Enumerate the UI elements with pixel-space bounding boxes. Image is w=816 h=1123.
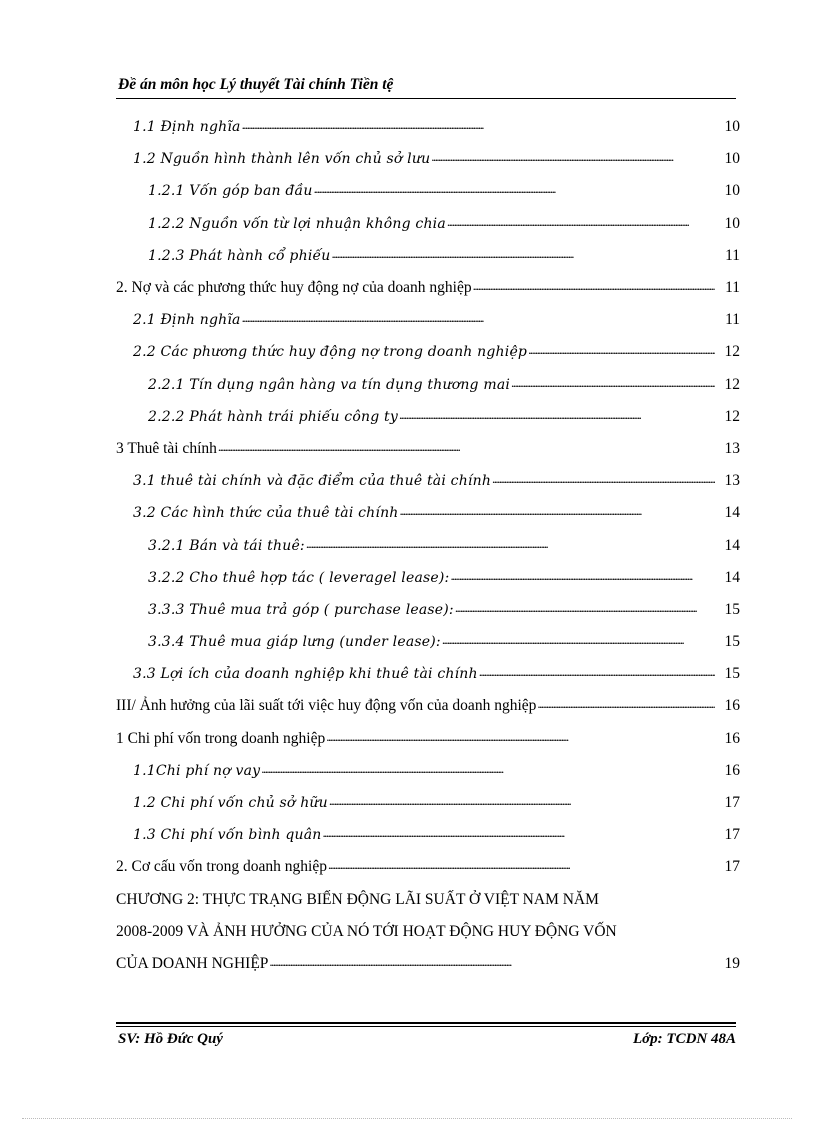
leader-dots [473,279,715,297]
toc-entry[interactable]: 3.2 Các hình thức của thuê tài chính . . . 14 [116,497,740,529]
toc-entry[interactable]: 1.3 Chi phí vốn bình quân . . . 17 [116,819,740,851]
toc-entry[interactable]: 2.2 Các phương thức huy động nợ trong doanh nghiệp . . . 12 [116,336,740,368]
toc-entry[interactable]: 2. Cơ cấu vốn trong doanh nghiệp . . . 17 [116,851,740,883]
leader-dots [322,826,715,844]
leader-dots [399,408,715,426]
toc-entry[interactable]: 1.2 Chi phí vốn chủ sở hữu . . . 17 [116,787,740,819]
toc-entry[interactable]: 3.1 thuê tài chính và đặc điểm của thuê tài chính . . . 13 [116,465,740,497]
leader-dots [261,762,715,780]
header-rule [116,98,736,99]
leader-dots [442,633,715,651]
toc-entry[interactable]: 2.2.1 Tín dụng ngân hàng va tín dụng thương mai . . . 12 [116,369,740,401]
footer-student: SV: Hồ Đức Quý [118,1031,223,1047]
leader-dots [218,440,715,458]
toc-entry[interactable]: 2.1 Định nghĩa . . . 11 [116,304,740,336]
leader-dots [269,955,715,973]
leader-dots [242,118,715,136]
toc-entry[interactable]: 1.2 Nguồn hình thành lên vốn chủ sở lưu . . . 10 [116,143,740,175]
footer-class: Lớp: TCDN 48A [632,1031,736,1047]
toc-entry[interactable]: 1.2.2 Nguồn vốn từ lợi nhuận không chia . . . 10 [116,208,740,240]
toc-entry[interactable]: 3 Thuê tài chính . . . 13 [116,433,740,465]
toc-entry[interactable]: III/ Ảnh hưởng của lãi suất tới việc huy động vốn của doanh nghiệp . . . 16 [116,690,740,722]
footer-rule-thin [116,1026,736,1027]
table-of-contents [116,111,740,980]
toc-entry[interactable]: 1 Chi phí vốn trong doanh nghiệp . . . 16 [116,723,740,755]
leader-dots [511,376,715,394]
leader-dots [329,794,715,812]
leader-dots [242,311,715,329]
leader-dots [400,504,715,522]
leader-dots [492,472,715,490]
leader-dots [326,730,715,748]
leader-dots [431,150,715,168]
header-title: Đề án môn học Lý thuyết Tài chính Tiền tệ [118,76,394,93]
toc-entry[interactable]: 3.2.2 Cho thuê hợp tác ( leveragel lease): . . . 14 [116,562,740,594]
footer-rule-thick [116,1022,736,1024]
toc-entry[interactable]: 1.1 Định nghĩa . . . 10 [116,111,740,143]
leader-dots [328,858,715,876]
toc-entry[interactable]: 2.2.2 Phát hành trái phiếu công ty . . . 12 [116,401,740,433]
toc-entry[interactable]: 3.3.4 Thuê mua giáp lưng (under lease): . . . 15 [116,626,740,658]
toc-entry[interactable]: 1.2.3 Phát hành cổ phiếu . . . 11 [116,240,740,272]
leader-dots [306,537,715,555]
toc-entry[interactable]: 3.3 Lợi ích của doanh nghiệp khi thuê tài chính . . . 15 [116,658,740,690]
toc-entry[interactable]: 1.1Chi phí nợ vay . . . 16 [116,755,740,787]
leader-dots [332,247,715,265]
page-edge [22,1118,792,1120]
toc-entry[interactable]: 2. Nợ và các phương thức huy động nợ của doanh nghiệp . . . 11 [116,272,740,304]
toc-entry[interactable]: 3.2.1 Bán và tái thuê: . . . 14 [116,529,740,561]
chapter-line-2: 2008-2009 VÀ ẢNH HƯỞNG CỦA NÓ TỚI HOẠT ĐỘNG HUY ĐỘNG VỐN [116,922,617,940]
chapter-line-1: CHƯƠNG 2: THỰC TRẠNG BIẾN ĐỘNG LÃI SUẤT Ở VIỆT NAM NĂM [116,890,599,908]
leader-dots [450,569,715,587]
toc-entry-chapter[interactable]: CỦA DOANH NGHIỆP . . . 19 [116,948,740,980]
leader-dots [455,601,715,619]
leader-dots [479,665,715,683]
leader-dots [537,697,715,715]
leader-dots [314,182,715,200]
toc-entry[interactable]: 1.2.1 Vốn góp ban đầu . . . 10 [116,175,740,207]
toc-entry[interactable]: 3.3.3 Thuê mua trả góp ( purchase lease): . . . 15 [116,594,740,626]
leader-dots [447,215,715,233]
leader-dots [528,343,715,361]
